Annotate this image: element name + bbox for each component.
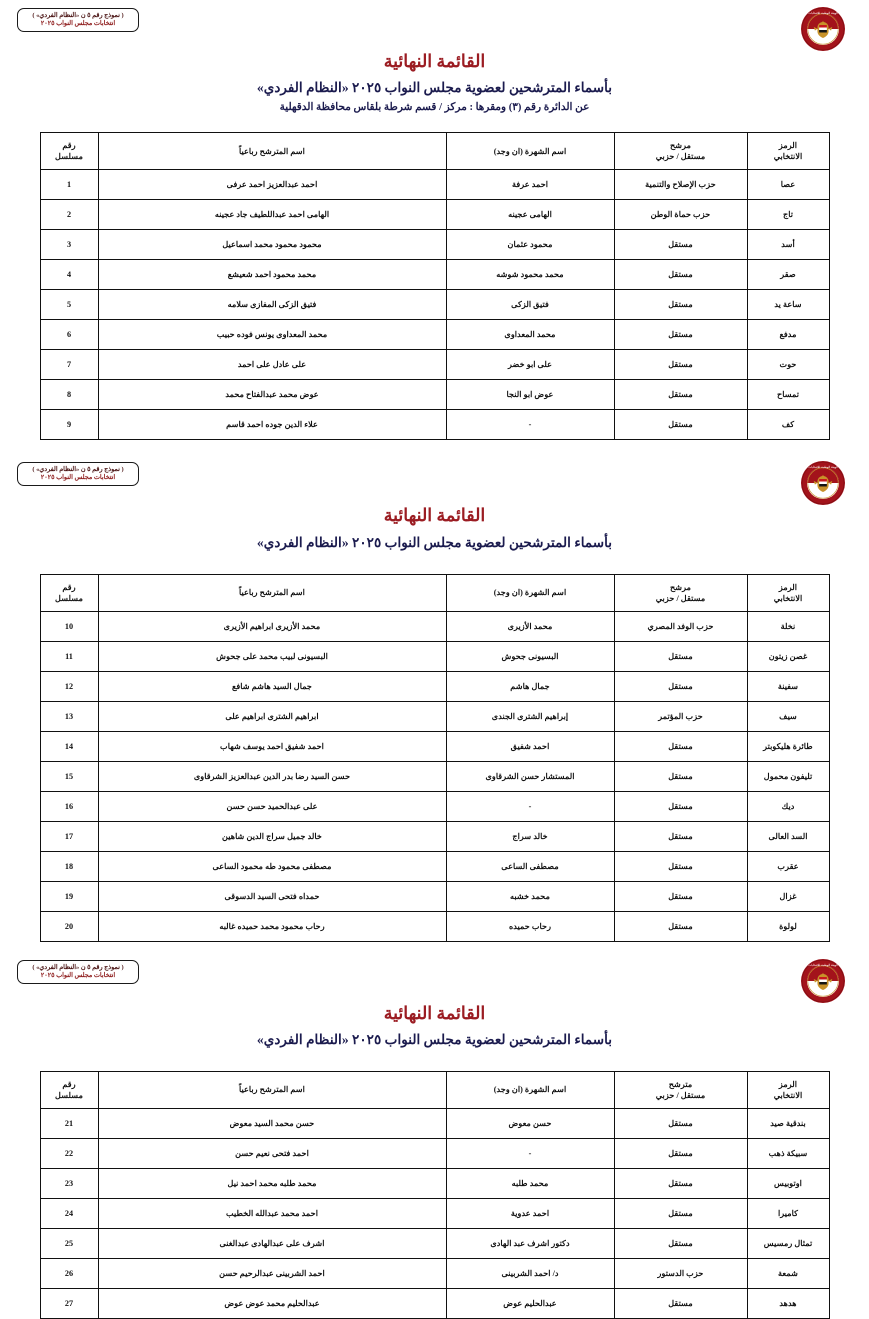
candidate-symbol: هدهد bbox=[747, 1288, 829, 1318]
column-header-full-name: اسم المترشح رباعياً bbox=[98, 133, 446, 170]
affil-header-l2: مستقل / حزبي bbox=[655, 152, 706, 162]
candidate-serial: 11 bbox=[40, 641, 98, 671]
candidates-table-3 bbox=[40, 1071, 830, 1319]
candidate-full-name: رحاب محمود محمد حميده غالبه bbox=[98, 911, 446, 941]
candidate-fame-name: فتيق الزكى bbox=[446, 290, 614, 320]
column-header-symbol bbox=[747, 574, 829, 611]
serial-header-l2: مسلسل bbox=[55, 152, 83, 162]
symbol-header-l2: الانتخابي bbox=[773, 593, 803, 603]
candidate-symbol: اوتوبيس bbox=[747, 1168, 829, 1198]
candidates-table-2 bbox=[40, 574, 830, 942]
serial-header-l2: مسلسل bbox=[55, 1090, 83, 1100]
candidate-serial: 19 bbox=[40, 881, 98, 911]
serial-header-l1: رقم bbox=[62, 1079, 76, 1089]
candidate-serial: 27 bbox=[40, 1288, 98, 1318]
column-header-serial bbox=[40, 1071, 98, 1108]
national-election-authority-seal-icon bbox=[799, 958, 847, 1004]
column-header-fame-name: اسم الشهرة (ان وجد) bbox=[446, 133, 614, 170]
affil-header-l1: مترشح bbox=[668, 1079, 693, 1089]
candidate-affiliation: مستقل bbox=[614, 350, 747, 380]
candidate-full-name: ابراهيم الشترى ابراهيم على bbox=[98, 701, 446, 731]
table-row bbox=[40, 1258, 829, 1288]
table-row bbox=[40, 320, 829, 350]
affil-header-l1: مرشح bbox=[669, 141, 692, 151]
candidate-full-name: حسن السيد رضا بدر الدين عبدالعزيز الشرقاوى bbox=[98, 761, 446, 791]
candidate-symbol: أسد bbox=[747, 230, 829, 260]
table-header-row bbox=[40, 1071, 829, 1108]
candidate-symbol: تمساح bbox=[747, 380, 829, 410]
candidate-affiliation: مستقل bbox=[614, 791, 747, 821]
page-section-3 bbox=[0, 952, 869, 1319]
candidate-affiliation: مستقل bbox=[614, 821, 747, 851]
top-strip-3 bbox=[0, 952, 869, 1004]
candidate-full-name: عوض محمد عبدالفتاح محمد bbox=[98, 380, 446, 410]
column-header-affiliation bbox=[614, 133, 747, 170]
candidate-affiliation: حزب الوفد المصري bbox=[614, 611, 747, 641]
candidate-affiliation: حزب الإصلاح والتنمية bbox=[614, 170, 747, 200]
table-row bbox=[40, 791, 829, 821]
form-stamp-line1: ( نموذج رقم ٥ ن «النظام الفردي» ) bbox=[32, 466, 124, 474]
candidate-serial: 2 bbox=[40, 200, 98, 230]
candidate-full-name: عبدالحليم محمد عوض عوض bbox=[98, 1288, 446, 1318]
serial-header-l1: رقم bbox=[62, 582, 76, 592]
candidate-affiliation: مستقل bbox=[614, 881, 747, 911]
candidate-full-name: مصطفى محمود طه محمود الساعى bbox=[98, 851, 446, 881]
candidate-fame-name: المستشار حسن الشرقاوى bbox=[446, 761, 614, 791]
candidate-affiliation: مستقل bbox=[614, 260, 747, 290]
table-row bbox=[40, 1288, 829, 1318]
form-stamp-line2: انتخابات مجلس النواب ٢٠٢٥ bbox=[40, 20, 116, 27]
candidate-affiliation: مستقل bbox=[614, 1168, 747, 1198]
symbol-header-l2: الانتخابي bbox=[773, 152, 803, 162]
candidate-full-name: فتيق الزكى المفازى سلامه bbox=[98, 290, 446, 320]
serial-header-l2: مسلسل bbox=[55, 593, 83, 603]
candidate-fame-name: مصطفى الساعى bbox=[446, 851, 614, 881]
candidate-full-name: احمد شفيق احمد يوسف شهاب bbox=[98, 731, 446, 761]
table-row bbox=[40, 1108, 829, 1138]
table-row bbox=[40, 200, 829, 230]
table-row bbox=[40, 1168, 829, 1198]
serial-header-l1: رقم bbox=[62, 141, 76, 151]
page-subtitle: بأسماء المترشحين لعضوية مجلس النواب ٢٠٢٥ «النظام الفردي» bbox=[256, 1031, 613, 1047]
candidate-affiliation: مستقل bbox=[614, 380, 747, 410]
form-number-stamp bbox=[17, 8, 139, 32]
symbol-header-l1: الرمز bbox=[778, 582, 798, 592]
form-stamp-line2: انتخابات مجلس النواب ٢٠٢٥ bbox=[40, 474, 116, 482]
candidate-serial: 9 bbox=[40, 410, 98, 440]
table-row bbox=[40, 350, 829, 380]
candidate-serial: 23 bbox=[40, 1168, 98, 1198]
national-election-authority-seal-icon bbox=[799, 460, 847, 506]
affil-header-l2: مستقل / حزبي bbox=[655, 593, 706, 603]
candidate-fame-name: محمد المعداوى bbox=[446, 320, 614, 350]
candidate-serial: 20 bbox=[40, 911, 98, 941]
svg-text:الهيئة الوطنية للانتخابات: الهيئة الوطنية للانتخابات bbox=[808, 465, 838, 470]
candidate-affiliation: مستقل bbox=[614, 731, 747, 761]
candidate-serial: 3 bbox=[40, 230, 98, 260]
candidate-fame-name: احمد عدوية bbox=[446, 1198, 614, 1228]
top-strip-1 bbox=[0, 0, 869, 52]
candidate-fame-name: محمد خشبه bbox=[446, 881, 614, 911]
candidate-symbol: عقرب bbox=[747, 851, 829, 881]
column-header-serial bbox=[40, 574, 98, 611]
candidate-symbol: تمثال رمسيس bbox=[747, 1228, 829, 1258]
table-row bbox=[40, 230, 829, 260]
column-header-full-name: اسم المترشح رباعياً bbox=[98, 1071, 446, 1108]
table-row bbox=[40, 410, 829, 440]
candidate-serial: 4 bbox=[40, 260, 98, 290]
column-header-affiliation bbox=[614, 574, 747, 611]
candidate-serial: 10 bbox=[40, 611, 98, 641]
candidate-affiliation: مستقل bbox=[614, 1138, 747, 1168]
document-titles-2 bbox=[0, 506, 869, 551]
candidate-fame-name: حسن معوض bbox=[446, 1108, 614, 1138]
candidate-symbol: نخلة bbox=[747, 611, 829, 641]
candidate-fame-name: محمد محمود شوشه bbox=[446, 260, 614, 290]
candidate-fame-name: البسيونى جحوش bbox=[446, 641, 614, 671]
table-row bbox=[40, 1198, 829, 1228]
table-row bbox=[40, 701, 829, 731]
symbol-header-l1: الرمز bbox=[778, 141, 798, 151]
candidate-symbol: ديك bbox=[747, 791, 829, 821]
candidates-tbody-3 bbox=[40, 1108, 829, 1318]
candidate-fame-name: رحاب حميده bbox=[446, 911, 614, 941]
candidate-fame-name: على ابو خضر bbox=[446, 350, 614, 380]
table-row bbox=[40, 731, 829, 761]
candidate-affiliation: مستقل bbox=[614, 851, 747, 881]
table-row bbox=[40, 671, 829, 701]
candidate-affiliation: مستقل bbox=[614, 761, 747, 791]
candidate-full-name: احمد عبدالعزيز احمد عرفى bbox=[98, 170, 446, 200]
candidates-tbody-2 bbox=[40, 611, 829, 941]
candidate-affiliation: مستقل bbox=[614, 911, 747, 941]
candidate-full-name: جمال السيد هاشم شافع bbox=[98, 671, 446, 701]
candidate-affiliation: مستقل bbox=[614, 1288, 747, 1318]
candidate-fame-name: - bbox=[446, 791, 614, 821]
candidate-affiliation: حزب الدستور bbox=[614, 1258, 747, 1288]
candidate-affiliation: مستقل bbox=[614, 230, 747, 260]
candidate-serial: 26 bbox=[40, 1258, 98, 1288]
table-row bbox=[40, 170, 829, 200]
candidate-fame-name: - bbox=[446, 410, 614, 440]
candidate-affiliation: مستقل bbox=[614, 641, 747, 671]
column-header-fame-name: اسم الشهرة (ان وجد) bbox=[446, 574, 614, 611]
table-row bbox=[40, 611, 829, 641]
candidate-serial: 17 bbox=[40, 821, 98, 851]
table-header-row bbox=[40, 133, 829, 170]
candidate-full-name: محمد محمود احمد شعيشع bbox=[98, 260, 446, 290]
candidate-full-name: حسن محمد السيد معوض bbox=[98, 1108, 446, 1138]
candidate-symbol: شمعة bbox=[747, 1258, 829, 1288]
candidate-serial: 21 bbox=[40, 1108, 98, 1138]
candidate-symbol: تاج bbox=[747, 200, 829, 230]
candidate-affiliation: حزب حماة الوطن bbox=[614, 200, 747, 230]
candidate-fame-name: محمد طلبه bbox=[446, 1168, 614, 1198]
page-subtitle: بأسماء المترشحين لعضوية مجلس النواب ٢٠٢٥ «النظام الفردي» bbox=[256, 534, 613, 550]
column-header-serial bbox=[40, 133, 98, 170]
candidate-serial: 18 bbox=[40, 851, 98, 881]
document-titles-3 bbox=[0, 1004, 869, 1049]
candidate-full-name: حمداه فتحى السيد الدسوقى bbox=[98, 881, 446, 911]
page-title: القائمة النهائية bbox=[383, 1002, 486, 1023]
symbol-header-l2: الانتخابي bbox=[773, 1090, 803, 1100]
candidate-full-name: علاء الدين جوده احمد قاسم bbox=[98, 410, 446, 440]
candidate-affiliation: مستقل bbox=[614, 410, 747, 440]
candidate-serial: 1 bbox=[40, 170, 98, 200]
candidate-full-name: احمد الشربينى عبدالرحيم حسن bbox=[98, 1258, 446, 1288]
column-header-symbol bbox=[747, 1071, 829, 1108]
candidate-fame-name: الهامى عجينه bbox=[446, 200, 614, 230]
table-row bbox=[40, 1138, 829, 1168]
candidate-full-name: على عبدالحميد حسن حسن bbox=[98, 791, 446, 821]
candidate-symbol: كف bbox=[747, 410, 829, 440]
candidate-fame-name: محمود عثمان bbox=[446, 230, 614, 260]
national-election-authority-seal-icon bbox=[799, 6, 847, 52]
candidate-symbol: غزال bbox=[747, 881, 829, 911]
candidate-symbol: سفينة bbox=[747, 671, 829, 701]
candidate-affiliation: مستقل bbox=[614, 1228, 747, 1258]
page-subtitle: بأسماء المترشحين لعضوية مجلس النواب ٢٠٢٥ «النظام الفردي» bbox=[256, 80, 613, 96]
candidate-full-name: احمد فتحى نعيم حسن bbox=[98, 1138, 446, 1168]
candidate-serial: 25 bbox=[40, 1228, 98, 1258]
column-header-symbol bbox=[747, 133, 829, 170]
candidate-serial: 14 bbox=[40, 731, 98, 761]
candidate-full-name: على عادل على احمد bbox=[98, 350, 446, 380]
candidate-symbol: غصن زيتون bbox=[747, 641, 829, 671]
form-stamp-line2: انتخابات مجلس النواب ٢٠٢٥ bbox=[40, 971, 116, 979]
candidate-full-name: احمد محمد عبدالله الخطيب bbox=[98, 1198, 446, 1228]
candidate-serial: 15 bbox=[40, 761, 98, 791]
candidate-symbol: كاميرا bbox=[747, 1198, 829, 1228]
candidate-full-name: اشرف على عبدالهادى عبدالغنى bbox=[98, 1228, 446, 1258]
constituency-line: عن الدائرة رقم (٣) ومقرها : مركز / قسم شرطة بلقاس محافظة الدقهلية bbox=[279, 102, 590, 114]
symbol-header-l1: الرمز bbox=[778, 1079, 798, 1089]
candidate-serial: 12 bbox=[40, 671, 98, 701]
candidate-fame-name: احمد شفيق bbox=[446, 731, 614, 761]
candidate-symbol: تليفون محمول bbox=[747, 761, 829, 791]
page-section-2 bbox=[0, 454, 869, 941]
candidate-fame-name: - bbox=[446, 1138, 614, 1168]
candidate-symbol: سيف bbox=[747, 701, 829, 731]
candidate-symbol: لولوة bbox=[747, 911, 829, 941]
candidate-fame-name: إبراهيم الشترى الجندى bbox=[446, 701, 614, 731]
candidate-fame-name: جمال هاشم bbox=[446, 671, 614, 701]
candidate-fame-name: د/ احمد الشربينى bbox=[446, 1258, 614, 1288]
page-section-1 bbox=[0, 0, 869, 440]
candidate-serial: 16 bbox=[40, 791, 98, 821]
document-titles-1 bbox=[0, 52, 869, 114]
candidate-serial: 5 bbox=[40, 290, 98, 320]
candidate-symbol: ساعة يد bbox=[747, 290, 829, 320]
candidate-full-name: البسيونى لبيب محمد على جحوش bbox=[98, 641, 446, 671]
table-header-row bbox=[40, 574, 829, 611]
table-row bbox=[40, 761, 829, 791]
candidate-full-name: الهامى احمد عبداللطيف جاد عجينه bbox=[98, 200, 446, 230]
candidate-serial: 7 bbox=[40, 350, 98, 380]
candidate-full-name: محمد طلبه محمد احمد نيل bbox=[98, 1168, 446, 1198]
candidate-affiliation: مستقل bbox=[614, 671, 747, 701]
candidate-fame-name: عوض ابو النجا bbox=[446, 380, 614, 410]
table-row bbox=[40, 851, 829, 881]
affil-header-l1: مرشح bbox=[669, 582, 692, 592]
candidate-symbol: بندقية صيد bbox=[747, 1108, 829, 1138]
table-row bbox=[40, 881, 829, 911]
candidate-symbol: عصا bbox=[747, 170, 829, 200]
candidate-serial: 13 bbox=[40, 701, 98, 731]
candidate-full-name: خالد جميل سراج الدين شاهين bbox=[98, 821, 446, 851]
candidate-symbol: سبيكة ذهب bbox=[747, 1138, 829, 1168]
column-header-full-name: اسم المترشح رباعياً bbox=[98, 574, 446, 611]
column-header-fame-name: اسم الشهرة (ان وجد) bbox=[446, 1071, 614, 1108]
candidate-fame-name: دكتور اشرف عبد الهادى bbox=[446, 1228, 614, 1258]
candidate-affiliation: حزب المؤتمر bbox=[614, 701, 747, 731]
candidate-affiliation: مستقل bbox=[614, 1108, 747, 1138]
candidates-tbody-1 bbox=[40, 170, 829, 440]
table-row bbox=[40, 821, 829, 851]
candidate-serial: 24 bbox=[40, 1198, 98, 1228]
candidate-full-name: محمود محمود محمد اسماعيل bbox=[98, 230, 446, 260]
candidate-serial: 6 bbox=[40, 320, 98, 350]
candidate-symbol: مدفع bbox=[747, 320, 829, 350]
table-row bbox=[40, 641, 829, 671]
candidate-fame-name: محمد الأزيرى bbox=[446, 611, 614, 641]
form-stamp-line1: ( نموذج رقم ٥ ن «النظام الفردي» ) bbox=[32, 12, 124, 19]
svg-text:الهيئة الوطنية للانتخابات: الهيئة الوطنية للانتخابات bbox=[808, 962, 838, 967]
form-number-stamp bbox=[17, 462, 139, 486]
candidate-full-name: محمد المعداوى يونس فوده حبيب bbox=[98, 320, 446, 350]
candidate-affiliation: مستقل bbox=[614, 1198, 747, 1228]
candidate-fame-name: احمد عرفة bbox=[446, 170, 614, 200]
page-title: القائمة النهائية bbox=[383, 505, 486, 526]
candidate-serial: 22 bbox=[40, 1138, 98, 1168]
column-header-affiliation bbox=[614, 1071, 747, 1108]
table-row bbox=[40, 911, 829, 941]
candidate-affiliation: مستقل bbox=[614, 320, 747, 350]
candidate-symbol: حوت bbox=[747, 350, 829, 380]
table-row bbox=[40, 260, 829, 290]
candidate-symbol: صقر bbox=[747, 260, 829, 290]
candidate-fame-name: عبدالحليم عوض bbox=[446, 1288, 614, 1318]
form-stamp-line1: ( نموذج رقم ٥ ن «النظام الفردي» ) bbox=[32, 963, 124, 971]
table-row bbox=[40, 1228, 829, 1258]
candidates-table-1 bbox=[40, 132, 830, 440]
candidate-affiliation: مستقل bbox=[614, 290, 747, 320]
candidate-symbol: طائرة هليكوبتر bbox=[747, 731, 829, 761]
candidate-symbol: السد العالى bbox=[747, 821, 829, 851]
candidate-full-name: محمد الأزيرى ابراهيم الأزيرى bbox=[98, 611, 446, 641]
table-row bbox=[40, 380, 829, 410]
form-number-stamp bbox=[17, 960, 139, 984]
svg-text:الهيئة الوطنية للانتخابات: الهيئة الوطنية للانتخابات bbox=[808, 11, 838, 16]
table-row bbox=[40, 290, 829, 320]
candidate-serial: 8 bbox=[40, 380, 98, 410]
page-title: القائمة النهائية bbox=[383, 51, 486, 71]
candidate-fame-name: خالد سراج bbox=[446, 821, 614, 851]
affil-header-l2: مستقل / حزبي bbox=[655, 1090, 706, 1100]
top-strip-2 bbox=[0, 454, 869, 506]
